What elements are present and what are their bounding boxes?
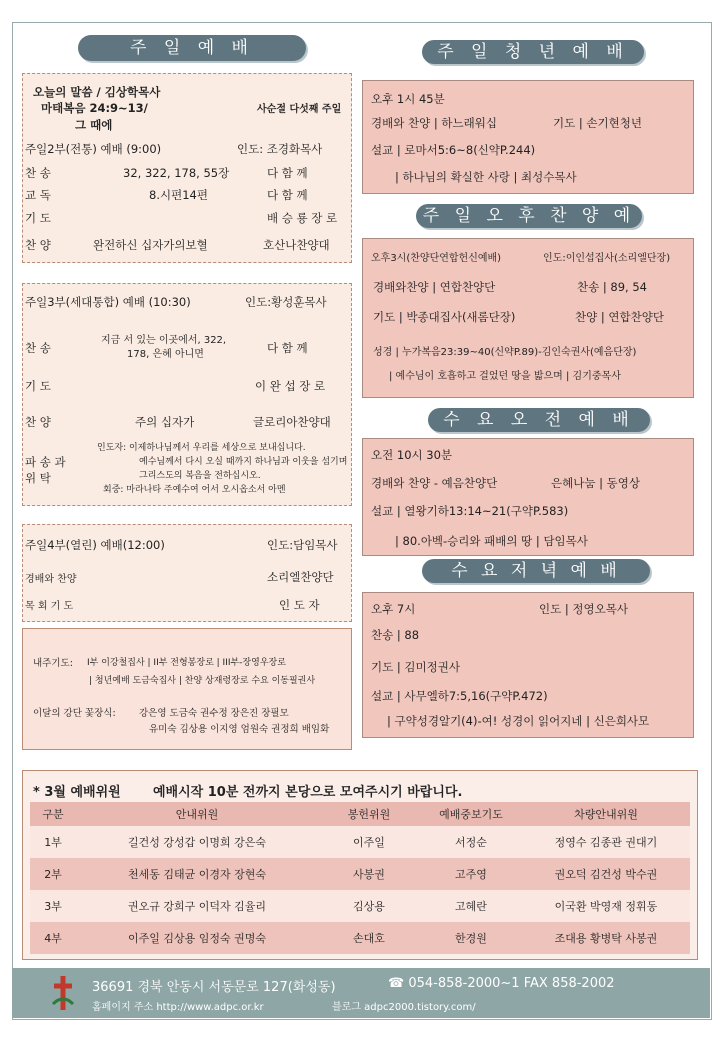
committee-col-header: 예배중보기도: [420, 802, 522, 826]
service3-hymn-person: 다 함 께: [267, 341, 308, 355]
season-label: 사순절 다섯째 주일: [257, 104, 342, 115]
committee-col-header: 구분: [30, 802, 76, 826]
afternoon-worship: 경배와찬양 | 연합찬양단: [373, 280, 496, 294]
service2-row-person: 다 함 께: [267, 188, 308, 202]
table-cell: 한경원: [420, 922, 522, 954]
table-row: [30, 826, 690, 858]
sending-label: 위 탁: [25, 471, 51, 485]
service2-row-content: 완전하신 십자가의보혈: [93, 238, 208, 252]
afternoon-praise: 찬양 | 연합찬양단: [575, 310, 664, 324]
afternoon-hymn: 찬송 | 89, 54: [577, 280, 647, 294]
wed-evening-heading: 수 요 저 녁 예 배: [422, 559, 650, 583]
wed-evening-hymn: 찬송 | 88: [371, 628, 420, 642]
service2-row-label: 교 독: [25, 188, 51, 202]
church-logo-icon: [50, 974, 76, 1012]
service4-row-person: 인 도 자: [279, 598, 320, 612]
service2-row-person: 배 승 룡 장 로: [267, 211, 338, 225]
prayer-line: | 청년예배 도금숙집사 | 찬양 상재령장로 수요 이동필권사: [89, 676, 316, 686]
wed-evening-time: 오후 7시: [371, 602, 416, 616]
service3-box: [22, 283, 352, 506]
wed-evening-leader: 인도 | 정영오목사: [539, 602, 628, 616]
service4-leader: 인도:담임목사: [267, 538, 338, 552]
table-cell: 손대호: [318, 922, 420, 954]
committee-notice: 예배시작 10분 전까지 본당으로 모여주시기 바랍니다.: [153, 785, 463, 800]
table-cell: 조대용 황병탁 사봉권: [522, 922, 690, 954]
wed-morning-grace: 은혜나눔 | 동영상: [551, 476, 640, 490]
prayer-line: I부 이강철집사 | II부 전형봉장로 | III부-장영우장로: [87, 658, 286, 668]
service2-row-label: 기 도: [25, 211, 51, 225]
table-cell: 1부: [30, 826, 76, 858]
wed-evening-sermon-title: | 구약성경알기(4)-여! 성경이 읽어지네 | 신은희사모: [387, 714, 650, 728]
committee-title: * 3월 예배위원: [33, 785, 121, 800]
flowers-line: 유미숙 김상용 이지영 엄원숙 권정희 배임화: [149, 724, 330, 735]
afternoon-sermon: 성경 | 누가복음23:39~40(신약P.89)-김인숙권사(예음단장): [373, 347, 637, 358]
sending-label: 파 송 과: [25, 455, 66, 469]
service3-hymn-line1: 지금 서 있는 이곳에서, 322,: [101, 335, 227, 346]
service3-prayer-person: 이 완 섭 장 로: [255, 379, 326, 393]
homepage-link[interactable]: 홈페이지 주소 http://www.adpc.or.kr: [92, 1002, 264, 1013]
youth-time: 오후 1시 45분: [371, 92, 445, 106]
service2-row-content: 32, 322, 178, 55장: [123, 166, 230, 180]
wed-morning-worship: 경배와 찬양 - 예음찬양단: [371, 476, 498, 490]
table-cell: 정영수 김종관 권대기: [522, 826, 690, 858]
sending-line: 그리스도의 복음을 전하십시오.: [139, 471, 261, 481]
table-cell: 2부: [30, 858, 76, 890]
youth-sermon: 설교 | 로마서5:6~8(신약P.244): [371, 143, 536, 157]
word-theme: 그 때에: [75, 118, 113, 132]
prayer-label: 내주기도:: [33, 658, 73, 669]
service2-row-label: 찬 양: [25, 238, 51, 252]
wed-evening-sermon: 설교 | 사무엘하7:5,16(구약P.472): [371, 689, 548, 703]
service2-row-content: 8.시편14편: [149, 188, 208, 202]
service4-row-label: 경배와 찬양: [25, 574, 77, 585]
committee-col-header: 안내위원: [76, 802, 318, 826]
wed-morning-box: [362, 438, 694, 556]
service3-choir-song: 주의 십자가: [135, 415, 195, 429]
wed-morning-sermon: 설교 | 열왕기하13:14~21(구약P.583): [371, 504, 569, 518]
service2-box: [22, 73, 352, 263]
sending-line: 예수님께서 다시 오실 때까지 하나님과 이웃을 섬기며: [139, 457, 348, 467]
blog-link[interactable]: 블로그 adpc2000.tistory.com/: [332, 1002, 476, 1013]
committee-table: [30, 802, 690, 954]
committee-col-header: 봉헌위원: [318, 802, 420, 826]
footer-phone: ☎ 054-858-2000~1 FAX 858-2002: [388, 976, 615, 991]
table-cell: 김상용: [318, 890, 420, 922]
service3-hymn-line2: 178, 은혜 아니면: [127, 349, 204, 360]
service2-row-person: 다 함 께: [267, 166, 308, 180]
table-row: [30, 890, 690, 922]
wed-morning-time: 오전 10시 30분: [371, 448, 453, 462]
service2-header: 주일2부(전통) 예배 (9:00): [25, 142, 162, 156]
table-cell: 이주일 김상용 임정숙 권명숙: [76, 922, 318, 954]
table-row: [30, 922, 690, 954]
service3-hymn-label: 찬 송: [25, 341, 51, 355]
youth-worship: 경배와 찬양 | 하느래워십: [371, 116, 497, 130]
table-cell: 사봉권: [318, 858, 420, 890]
service3-choir-person: 글로리아찬양대: [253, 415, 331, 429]
wed-morning-sermon-title: | 80.아벡-승리와 패배의 땅 | 담임목사: [395, 534, 588, 548]
service3-header: 주일3부(세대통합) 예배 (10:30): [25, 295, 191, 309]
table-cell: 권오규 강희구 이덕자 김율리: [76, 890, 318, 922]
youth-prayer: 기도 | 손기현청년: [553, 116, 642, 130]
service2-leader: 인도: 조경화목사: [237, 142, 323, 156]
table-cell: 3부: [30, 890, 76, 922]
sending-line: 회중: 마라나타 주예수여 어서 오시옵소서 아멘: [103, 485, 286, 495]
committee-header-row: [30, 802, 690, 826]
service3-choir-label: 찬 양: [25, 415, 51, 429]
word-title: 오늘의 말씀 / 김상학목사: [33, 85, 161, 99]
sending-line: 인도자: 이제하나님께서 우리를 세상으로 보내십니다.: [97, 443, 306, 453]
service4-row-label: 목 회 기 도: [25, 601, 74, 612]
youth-worship-heading: 주 일 청 년 예 배: [422, 40, 644, 64]
table-cell: 길건성 강성갑 이명희 강은숙: [76, 826, 318, 858]
afternoon-prayer: 기도 | 박종대집사(새롬단장): [373, 310, 516, 324]
service4-box: [22, 524, 352, 622]
table-cell: 권오덕 김건성 박수권: [522, 858, 690, 890]
notes-box: [22, 628, 352, 750]
table-cell: 이주일: [318, 826, 420, 858]
word-passage: 마태복음 24:9~13/: [41, 101, 148, 115]
table-row: [30, 858, 690, 890]
footer-bar: [12, 968, 710, 1018]
flowers-line: 강은영 도금숙 권수정 장은진 장필모: [139, 708, 289, 719]
wed-evening-prayer: 기도 | 김미정권사: [371, 660, 460, 674]
afternoon-box: [362, 238, 694, 398]
service4-header: 주일4부(열린) 예배(12:00): [25, 538, 165, 552]
footer-address: 36691 경북 안동시 서동문로 127(화성동): [92, 980, 336, 995]
service4-row-person: 소리엘찬양단: [267, 570, 334, 584]
main-worship-heading: 주 일 예 배: [78, 35, 306, 61]
wed-evening-box: [362, 592, 694, 738]
wed-morning-heading: 수 요 오 전 예 배: [428, 408, 650, 432]
service3-leader: 인도:황성훈목사: [245, 295, 327, 309]
table-cell: 천세동 김태균 이경자 장현숙: [76, 858, 318, 890]
service3-prayer-label: 기 도: [25, 379, 51, 393]
afternoon-worship-heading: 주 일 오 후 찬 양 예: [416, 204, 642, 228]
table-cell: 4부: [30, 922, 76, 954]
table-cell: 고주영: [420, 858, 522, 890]
table-cell: 고혜란: [420, 890, 522, 922]
afternoon-header: 오후3시(찬양단연합헌신예배): [371, 253, 502, 264]
youth-box: [362, 80, 694, 194]
committee-col-header: 차량안내위원: [522, 802, 690, 826]
youth-sermon-title: | 하나님의 확실한 사랑 | 최성수목사: [395, 170, 577, 184]
flowers-label: 이달의 강단 꽃장식:: [33, 708, 116, 719]
afternoon-sermon-title: | 예수님이 호흡하고 걸었던 땅을 밟으며 | 김기중목사: [389, 371, 621, 382]
table-cell: 이국환 박영재 정휘동: [522, 890, 690, 922]
service2-row-label: 찬 송: [25, 166, 51, 180]
table-cell: 서정순: [420, 826, 522, 858]
afternoon-leader: 인도:이인섭집사(소리엘단장): [543, 253, 671, 264]
service2-row-person: 호산나찬양대: [263, 238, 330, 252]
